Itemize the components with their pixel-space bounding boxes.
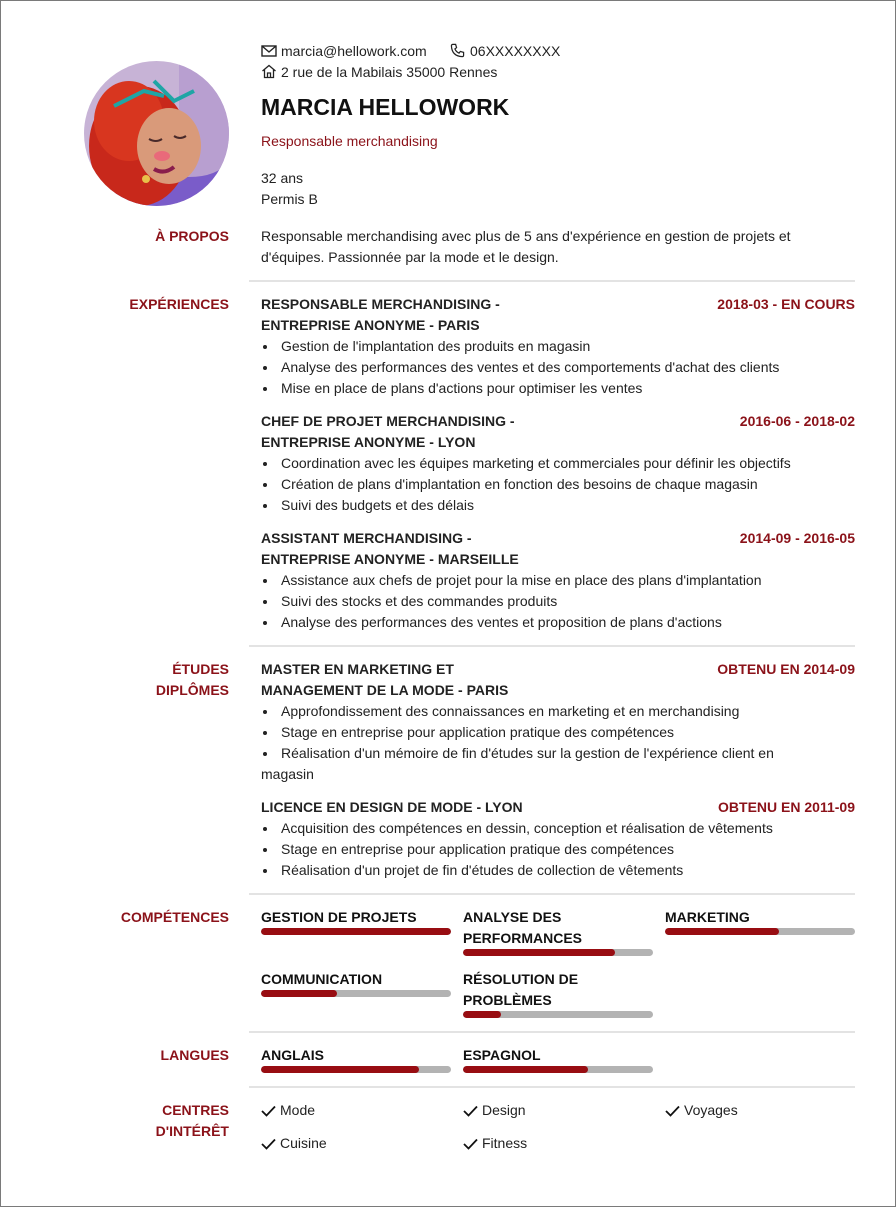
email-line (261, 41, 427, 62)
list-item: Gestion de l'implantation des produits en magasin (261, 336, 855, 357)
about-line-2: d'équipes. Passionnée par la mode et le design. (261, 249, 559, 265)
phone-icon (450, 43, 465, 58)
language-bar (261, 1066, 451, 1073)
language-bar-fill (261, 1066, 419, 1073)
home-icon (261, 64, 277, 79)
skill-bar (261, 990, 451, 997)
experience-bullets (261, 453, 855, 516)
skill-bar (665, 928, 855, 935)
interest-label: Mode (280, 1102, 316, 1118)
degree-bullets (261, 818, 855, 881)
check-icon (261, 1105, 276, 1117)
experience-date: 2014-09 - 2016-05 (739, 530, 855, 546)
interest-label: Design (482, 1102, 526, 1118)
section-experiences-heading: EXPÉRIENCES (129, 296, 229, 312)
experience-company: ENTREPRISE ANONYME - MARSEILLE (261, 551, 519, 567)
skill-name: ANALYSE DES (463, 909, 562, 925)
degree-bullets (261, 701, 855, 785)
skill-bar (463, 1011, 653, 1018)
list-item: Acquisition des compétences en dessin, conception et réalisation de vêtements (261, 818, 855, 839)
language-name: ESPAGNOL (463, 1047, 541, 1063)
check-icon (261, 1138, 276, 1150)
skill-bar-fill (261, 990, 337, 997)
job-title: Responsable merchandising (261, 133, 438, 149)
skill-bar (463, 949, 653, 956)
email: marcia@hellowork.com (281, 43, 427, 59)
skill-name: GESTION DE PROJETS (261, 909, 417, 925)
list-item: Coordination avec les équipes marketing et commerciales pour définir les objectifs (261, 453, 855, 474)
experience-date: 2018-03 - EN COURS (717, 296, 855, 312)
age: 32 ans (261, 170, 304, 186)
language-bar-fill (463, 1066, 588, 1073)
phone: 06XXXXXXXX (470, 43, 561, 59)
list-item: Stage en entreprise pour application pratique des compétences (261, 839, 855, 860)
skill-name-2: PERFORMANCES (463, 930, 583, 946)
check-icon (665, 1105, 680, 1117)
experience-title: CHEF DE PROJET MERCHANDISING - (261, 413, 515, 429)
list-item: Analyse des performances des ventes et des comportements d'achat des clients (261, 357, 855, 378)
experience-bullets (261, 336, 855, 399)
skill-bar (261, 928, 451, 935)
degree-date: OBTENU EN 2011-09 (718, 799, 855, 815)
skill-bar-fill (463, 949, 615, 956)
list-item: Réalisation d'un projet de fin d'études de collection de vêtements (261, 860, 855, 881)
divider (249, 1086, 855, 1088)
skill-name: RÉSOLUTION DE (463, 971, 579, 987)
section-languages-heading: LANGUES (160, 1047, 229, 1063)
address-line (261, 62, 497, 83)
avatar (84, 61, 229, 206)
list-item: Stage en entreprise pour application pratique des compétences (261, 722, 855, 743)
mail-icon (261, 45, 277, 57)
list-item: Suivi des budgets et des délais (261, 495, 855, 516)
about-line-1: Responsable merchandising avec plus de 5 ans d'expérience en gestion de projets et (261, 228, 791, 244)
section-interests-heading-1: CENTRES (162, 1102, 229, 1118)
interest-label: Cuisine (280, 1135, 327, 1151)
list-item: Création de plans d'implantation en fonction des besoins de chaque magasin (261, 474, 855, 495)
section-interests-heading-2: D'INTÉRÊT (155, 1123, 229, 1139)
divider (249, 645, 855, 647)
divider (249, 893, 855, 895)
candidate-name: MARCIA HELLOWORK (261, 94, 510, 120)
interest-item (463, 1133, 527, 1154)
skill-name: COMMUNICATION (261, 971, 383, 987)
address: 2 rue de la Mabilais 35000 Rennes (281, 64, 498, 80)
interest-item (261, 1133, 327, 1154)
degree-title: MASTER EN MARKETING ET (261, 661, 454, 677)
experience-title: ASSISTANT MERCHANDISING - (261, 530, 472, 546)
list-item: Mise en place de plans d'actions pour optimiser les ventes (261, 378, 855, 399)
list-item: Suivi des stocks et des commandes produits (261, 591, 855, 612)
degree-title-2: MANAGEMENT DE LA MODE - PARIS (261, 682, 509, 698)
experience-bullets (261, 570, 855, 633)
interest-item (463, 1100, 526, 1121)
skill-name: MARKETING (665, 909, 750, 925)
degree-title: LICENCE EN DESIGN DE MODE - LYON (261, 799, 523, 815)
section-studies-heading-2: DIPLÔMES (155, 682, 229, 698)
list-item: Approfondissement des connaissances en marketing et en merchandising (261, 701, 855, 722)
list-item: Analyse des performances des ventes et proposition de plans d'actions (261, 612, 855, 633)
phone-line (450, 41, 560, 62)
driving-license: Permis B (261, 191, 318, 207)
divider (249, 1031, 855, 1033)
divider (249, 280, 855, 282)
interest-label: Voyages (684, 1102, 738, 1118)
language-name: ANGLAIS (261, 1047, 324, 1063)
section-skills-heading: COMPÉTENCES (120, 909, 229, 925)
degree-date: OBTENU EN 2014-09 (717, 661, 855, 677)
experience-date: 2016-06 - 2018-02 (739, 413, 855, 429)
experience-company: ENTREPRISE ANONYME - LYON (261, 434, 476, 450)
list-item: Assistance aux chefs de projet pour la mise en place des plans d'implantation (261, 570, 855, 591)
list-item: Réalisation d'un mémoire de fin d'études sur la gestion de l'expérience client en magasin (261, 743, 821, 785)
experience-title: RESPONSABLE MERCHANDISING - (261, 296, 500, 312)
interest-label: Fitness (482, 1135, 528, 1151)
check-icon (463, 1105, 478, 1117)
experience-company: ENTREPRISE ANONYME - PARIS (261, 317, 480, 333)
skill-name-2: PROBLÈMES (463, 992, 552, 1008)
interest-item (665, 1100, 738, 1121)
section-about-heading: À PROPOS (155, 228, 229, 244)
skill-bar-fill (665, 928, 779, 935)
section-studies-heading-1: ÉTUDES (172, 661, 229, 677)
interest-item (261, 1100, 315, 1121)
language-bar (463, 1066, 653, 1073)
skill-bar-fill (261, 928, 451, 935)
check-icon (463, 1138, 478, 1150)
skill-bar-fill (463, 1011, 501, 1018)
